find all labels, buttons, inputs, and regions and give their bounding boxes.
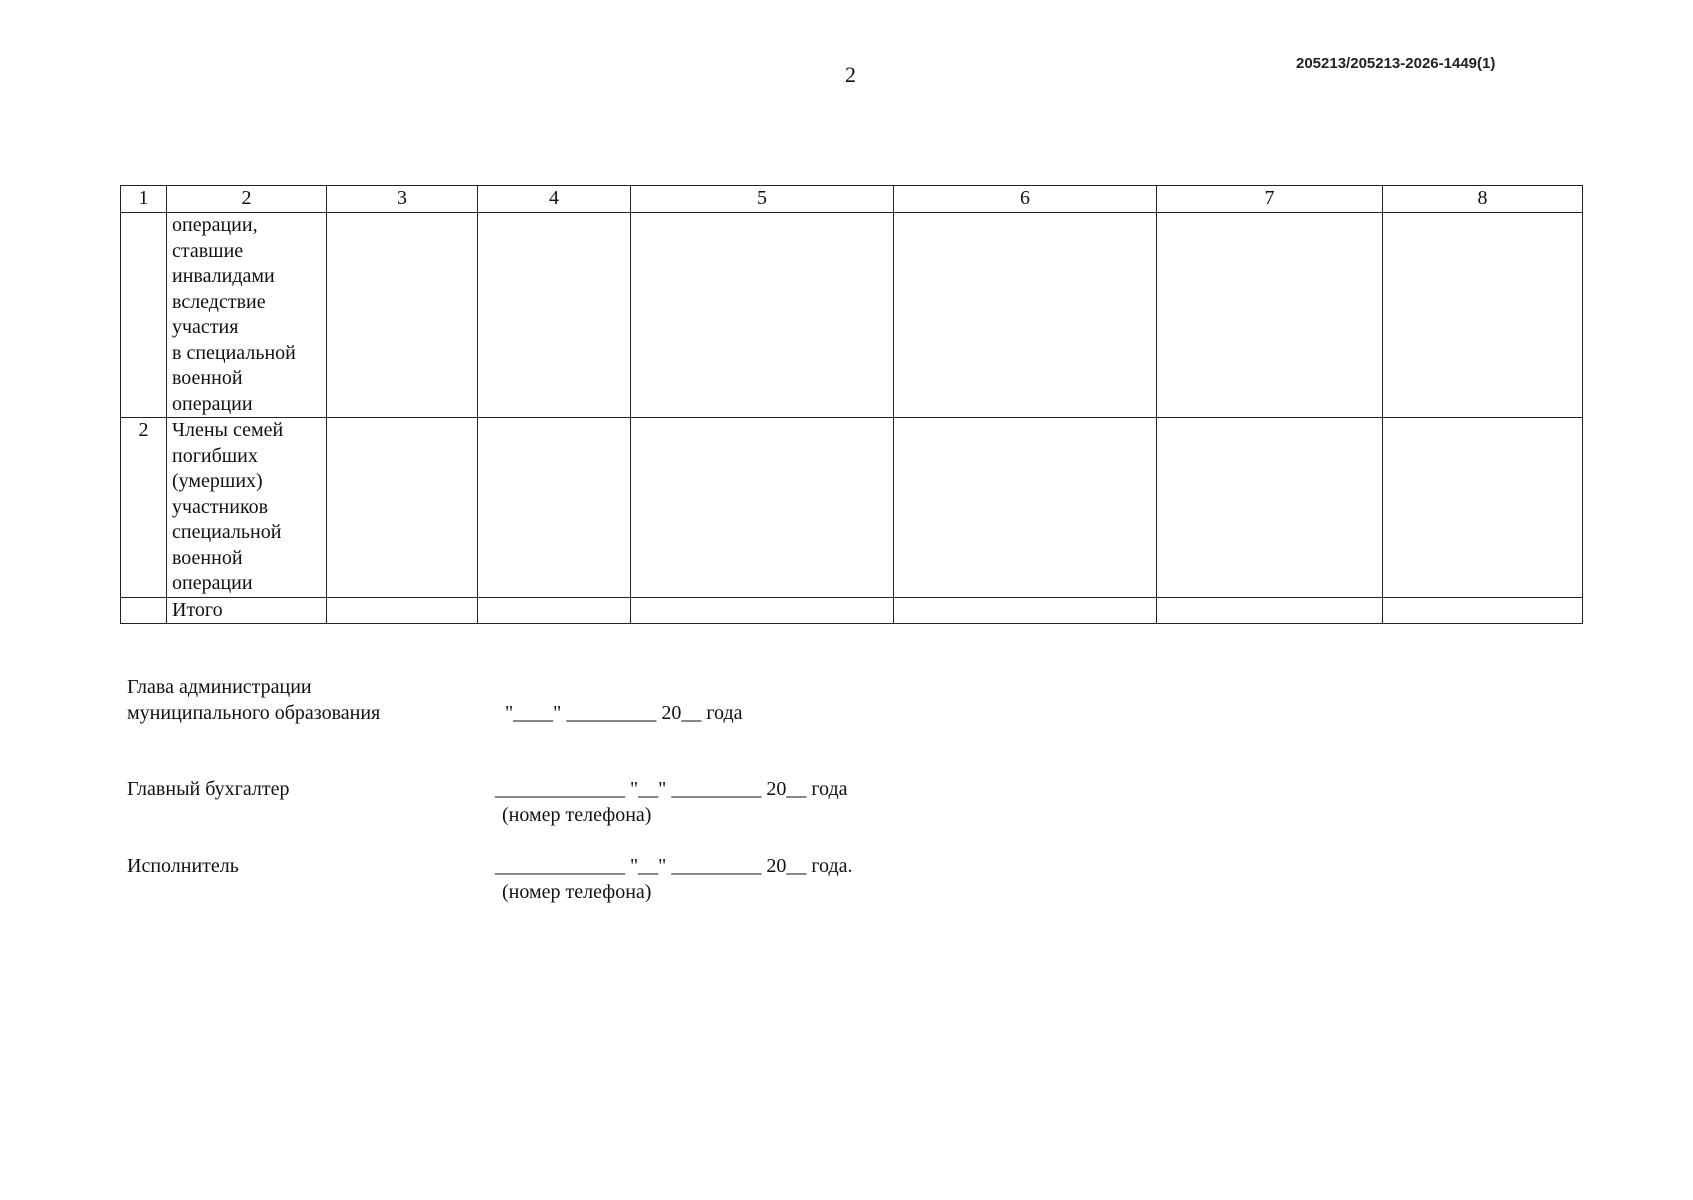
data-cell — [631, 418, 894, 598]
row-number-cell: 2 — [121, 418, 167, 598]
row-label-text: операции, ставшие инвалидами вследствие участия в специальной военной операции — [172, 214, 296, 415]
header-cell: 4 — [478, 186, 631, 213]
accountant-date-line: _____________ "__" _________ 20__ года — [495, 778, 848, 800]
executor-title: Исполнитель — [127, 855, 239, 877]
row-label-cell — [167, 213, 327, 418]
header-cell: 6 — [894, 186, 1157, 213]
head-title-line2: муниципального образования — [127, 702, 381, 724]
row-number-cell — [121, 597, 167, 624]
page-number: 2 — [845, 62, 856, 87]
data-cell — [1157, 418, 1383, 598]
data-cell — [478, 597, 631, 624]
data-cell — [894, 597, 1157, 624]
header-cell: 2 — [167, 186, 327, 213]
table-total-row — [121, 597, 1583, 624]
row-number-cell — [121, 213, 167, 418]
document-id: 205213/205213-2026-1449(1) — [1296, 55, 1496, 72]
data-cell — [894, 213, 1157, 418]
executor-date-line: _____________ "__" _________ 20__ года. — [495, 855, 853, 877]
header-cell: 3 — [327, 186, 478, 213]
data-cell — [1157, 213, 1383, 418]
data-cell — [478, 213, 631, 418]
header-cell: 7 — [1157, 186, 1383, 213]
data-cell — [631, 213, 894, 418]
data-cell — [1383, 597, 1583, 624]
row-label-cell — [167, 418, 327, 598]
data-cell — [327, 597, 478, 624]
data-cell — [478, 418, 631, 598]
executor-phone-caption: (номер телефона) — [502, 881, 652, 903]
row-label-text: Итого — [172, 598, 223, 621]
data-cell — [1383, 418, 1583, 598]
data-cell — [631, 597, 894, 624]
data-cell — [1383, 213, 1583, 418]
accountant-title: Главный бухгалтер — [127, 778, 290, 800]
row-label-text: Члены семей погибших (умерших) участников специальной военной операции — [172, 419, 284, 594]
data-cell — [1157, 597, 1383, 624]
table-row — [121, 213, 1583, 418]
head-title-line1: Глава администрации — [127, 676, 312, 698]
data-cell — [894, 418, 1157, 598]
header-cell: 1 — [121, 186, 167, 213]
data-cell — [327, 418, 478, 598]
head-date-line: "____" _________ 20__ года — [505, 702, 743, 724]
row-label-cell — [167, 597, 327, 624]
table-row — [121, 418, 1583, 598]
data-cell — [327, 213, 478, 418]
header-cell: 8 — [1383, 186, 1583, 213]
data-table — [120, 185, 1583, 624]
table-header-row — [121, 186, 1583, 213]
header-cell: 5 — [631, 186, 894, 213]
accountant-phone-caption: (номер телефона) — [502, 804, 652, 826]
